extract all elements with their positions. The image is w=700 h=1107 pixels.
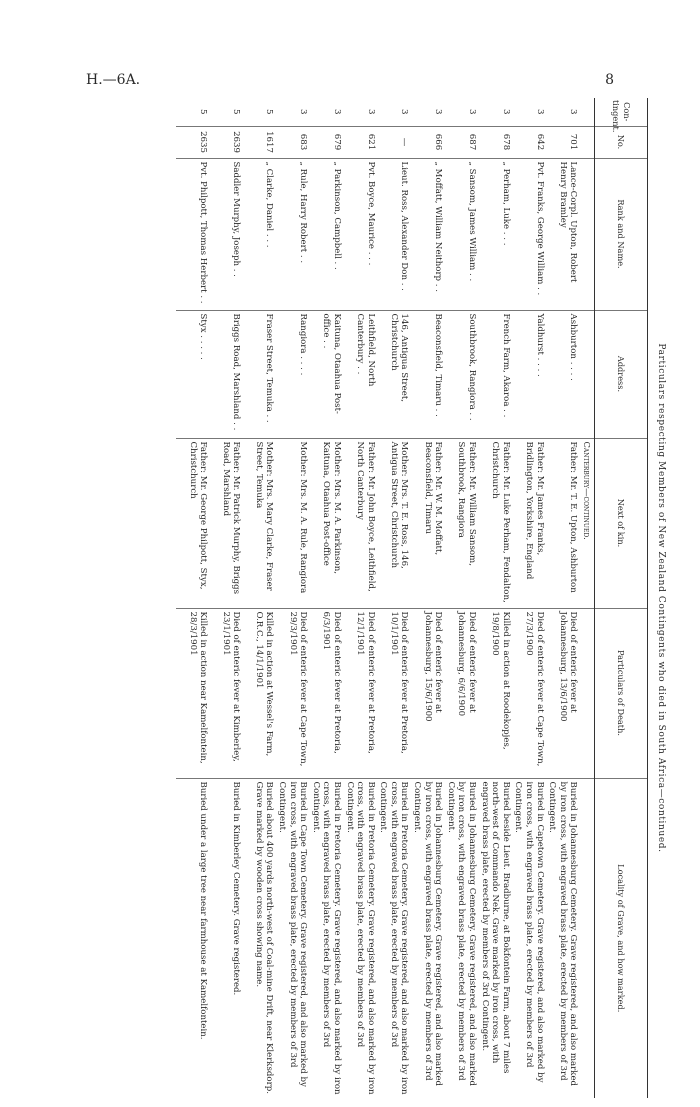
cell-rank-name: Pvt. Philpott, Thomas Herbert . . (176, 158, 209, 310)
cell-next-of-kin: Mother: Mrs. M. A. Rule, Rangiora (275, 438, 309, 608)
cell-contingent: 3 (500, 109, 511, 115)
table-row (343, 98, 377, 1098)
column-header-next-of-kin: Next of kin. (595, 438, 648, 608)
table-row (209, 98, 242, 1098)
cell-death: Died of enteric fever at Pretoria, 6/3/1901 (309, 608, 343, 778)
cell-number: 2635 (176, 126, 209, 158)
cell-address: Yaldhurst . . . . (512, 310, 546, 438)
cell-grave: Buried in Johannesburg Cemetery. Grave registered, and also marked by iron cross, with engraved brass plate, erected by members of 3rd Contingent. (444, 778, 478, 1098)
cell-next-of-kin: Mother: Mrs. Mary Clarke, Fraser Street, Temuka (242, 438, 275, 608)
cell-rank-name: „ Sansom, James William . . (444, 158, 478, 310)
column-header-no: No. (595, 126, 648, 158)
cell-next-of-kin: Mother: Mrs. M. A. Parkinson, Kaituna, Otaahua Post-office (309, 438, 343, 608)
cell-contingent: 3 (568, 109, 579, 115)
cell-contingent: 3 (365, 109, 376, 115)
table-row (478, 98, 512, 1098)
column-header-contingent: Con-tingent. (595, 98, 648, 126)
section-spacer (579, 778, 594, 1098)
cell-next-of-kin: Father: Mr. Luke Perham, Fendalton, Christchurch (478, 438, 512, 608)
cell-next-of-kin: Father: Mr. W. M. Moffatt, Beaconsfield, Timaru (411, 438, 445, 608)
cell-grave: Buried in Pretoria Cemetery. Grave registered, and also marked by iron cross, with engraved brass plate, erected by members of 3rd Contingent. (343, 778, 377, 1098)
cell-number: 1617 (242, 126, 275, 158)
cell-grave: Buried in Johannesburg Cemetery. Grave registered, and also marked by iron cross, with engraved brass plate, erected by members of 3rd Contingent. (411, 778, 445, 1098)
cell-grave: Buried in Pretoria Cemetery. Grave registered, and also marked by iron cross, with engraved brass plate, erected by members of 3rd Contingent. (377, 778, 411, 1098)
cell-contingent: 3 (399, 109, 410, 115)
cell-address: 146, Antigua Street, Christchurch (377, 310, 411, 438)
section-spacer (579, 158, 594, 310)
rotated-table-page (108, 98, 668, 1098)
cell-death: Killed in action near Kamelfontein, 28/3/1901 (176, 608, 209, 778)
table-row (377, 98, 411, 1098)
cell-rank-name: „ Rule, Harry Robert . . (275, 158, 309, 310)
cell-death: Killed in action at Roodekopjes, 19/8/1900 (478, 608, 512, 778)
table-row (242, 98, 275, 1098)
section-spacer (579, 608, 594, 778)
column-header-rank-name: Rank and Name. (595, 158, 648, 310)
cell-address: Kaituna, Otaahua Post-office . . (309, 310, 343, 438)
cell-rank-name: „ Parkinson, Campbell . . (309, 158, 343, 310)
cell-rank-name: Pvt. Boyce, Maurice . . . (343, 158, 377, 310)
cell-death: Died of enteric fever at Pretoria, 12/1/1901 (343, 608, 377, 778)
section-row (579, 98, 594, 1098)
casualty-table (176, 98, 648, 1098)
cell-grave: Buried about 400 yards north-west of Coal-mine Drift, near Klerksdorp. Grave marked by wooden cross showing name. (242, 778, 275, 1098)
cell-next-of-kin: Father: Mr. William Sansom, Southbrook, Rangiora (444, 438, 478, 608)
section-spacer (579, 126, 594, 158)
section-spacer (579, 310, 594, 438)
cell-death: Died of enteric fever at Kimberley, 23/1/1901 (209, 608, 242, 778)
cell-contingent: 3 (298, 109, 309, 115)
cell-number: 701 (546, 126, 580, 158)
table-row (444, 98, 478, 1098)
cell-number: 683 (275, 126, 309, 158)
cell-grave: Buried under a large tree near farmhouse at Kamelfontein. (176, 778, 209, 1098)
cell-address: Rangiora . . . . (275, 310, 309, 438)
cell-next-of-kin: Father: Mr. John Boyce, Leithfield, North Canterbury (343, 438, 377, 608)
cell-next-of-kin: Father: Mr. T. E. Upton, Ashburton (546, 438, 580, 608)
section-label-text: Canterbury—continued. (582, 441, 592, 540)
cell-rank-name: Saddler Murphy, Joseph . . (209, 158, 242, 310)
cell-death: Died of enteric fever at Pretoria, 10/1/1901 (377, 608, 411, 778)
cell-death: Killed in action at Wessel's Farm, O.R.C., 14/1/1901 (242, 608, 275, 778)
cell-contingent: 3 (467, 109, 478, 115)
cell-contingent: 5 (231, 109, 242, 115)
cell-contingent: 5 (264, 109, 275, 115)
cell-next-of-kin: Father: Mr. Patrick Murphy, Briggs Road, Marshland (209, 438, 242, 608)
cell-contingent: 3 (433, 109, 444, 115)
cell-address: Fraser Street, Temuka . . (242, 310, 275, 438)
cell-rank-name: „ Clarke, Daniel . . . (242, 158, 275, 310)
cell-number: — (377, 126, 411, 158)
cell-number: 678 (478, 126, 512, 158)
table-header-row (595, 98, 648, 1098)
cell-rank-name: Lieut. Ross, Alexander Don . . (377, 158, 411, 310)
cell-death: Died of enteric fever at Johannesburg, 6/6/1900 (444, 608, 478, 778)
section-label (579, 438, 594, 608)
cell-grave: Buried beside Lieut. Bradburne, at Bokfontein Farm, about 7 miles north-west of Commando Nek. Grave marked by iron cross, with engraved brass plate, erected by members of 3rd Contingent. (478, 778, 512, 1098)
cell-number: 621 (343, 126, 377, 158)
cell-death: Died of enteric fever at Johannesburg, 13/6/1900 (546, 608, 580, 778)
cell-grave: Buried in Johannesburg Cemetery. Grave registered, and also marked by iron cross, with engraved brass plate, erected by members of 3rd Contingent. (546, 778, 580, 1098)
cell-number: 2639 (209, 126, 242, 158)
cell-next-of-kin: Father: Mr. James Franks, Bridlington, Yorkshire, England (512, 438, 546, 608)
cell-number: 679 (309, 126, 343, 158)
cell-next-of-kin: Mother: Mrs. T. E. Ross, 146, Antigua Street, Christchurch (377, 438, 411, 608)
cell-address: Beaconsfield, Timaru . . (411, 310, 445, 438)
table-row (546, 98, 580, 1098)
cell-number: 666 (411, 126, 445, 158)
cell-address: Leithfield, North Canterbury . . (343, 310, 377, 438)
cell-grave: Buried in Pretoria Cemetery. Grave registered, and also marked by iron cross, with engraved brass plate, erected by members of 3rd Contingent. (309, 778, 343, 1098)
cell-address: Ashburton . . . . (546, 310, 580, 438)
table-row (309, 98, 343, 1098)
cell-number: 687 (444, 126, 478, 158)
cell-contingent: 3 (331, 109, 342, 115)
cell-death: Died of enteric fever at Cape Town, 27/3/1900 (512, 608, 546, 778)
cell-number: 642 (512, 126, 546, 158)
cell-address: French Farm, Akaroa . . (478, 310, 512, 438)
table-row (512, 98, 546, 1098)
cell-grave: Buried in Kimberley Cemetery. Grave registered. (209, 778, 242, 1098)
cell-contingent: 3 (534, 109, 545, 115)
table-row (411, 98, 445, 1098)
column-header-address: Address. (595, 310, 648, 438)
cell-grave: Buried in Cape Town Cemetery. Grave registered, and also marked by iron cross, with engraved brass plate, erected by members of 3rd Contingent. (275, 778, 309, 1098)
cell-rank-name: Pvt. Franks, George William . . (512, 158, 546, 310)
section-spacer (579, 98, 594, 126)
cell-contingent: 5 (198, 109, 209, 115)
table-title: Particulars respecting Members of New Zealand Contingents who died in South Africa—continued. (656, 343, 666, 853)
cell-rank-name: „ Perham, Luke . . . (478, 158, 512, 310)
cell-address: Styx . . . . . (176, 310, 209, 438)
column-header-death: Particulars of Death. (595, 608, 648, 778)
cell-rank-name: Lance-Corpl. Upton, Robert Henry Bramley (546, 158, 580, 310)
column-header-grave: Locality of Grave, and how marked. (595, 778, 648, 1098)
page-number: 8 (605, 72, 614, 88)
cell-death: Died of enteric fever at Johannesburg, 15/6/1900 (411, 608, 445, 778)
cell-rank-name: „ Moffatt, William Neithorp . . (411, 158, 445, 310)
table-row (176, 98, 209, 1098)
cell-death: Died of enteric fever at Cape Town, 29/3/1901 (275, 608, 309, 778)
cell-address: Briggs Road, Marshland . . (209, 310, 242, 438)
cell-address: Southbrook, Rangiora . . (444, 310, 478, 438)
document-code: H.—6A. (86, 72, 141, 88)
table-row (275, 98, 309, 1098)
cell-next-of-kin: Father: Mr. George Philpott, Styx, Christchurch (176, 438, 209, 608)
cell-grave: Buried in Capetown Cemetery. Grave registered, and also marked by iron cross, with engraved brass plate, erected by members of 3rd Contingent. (512, 778, 546, 1098)
